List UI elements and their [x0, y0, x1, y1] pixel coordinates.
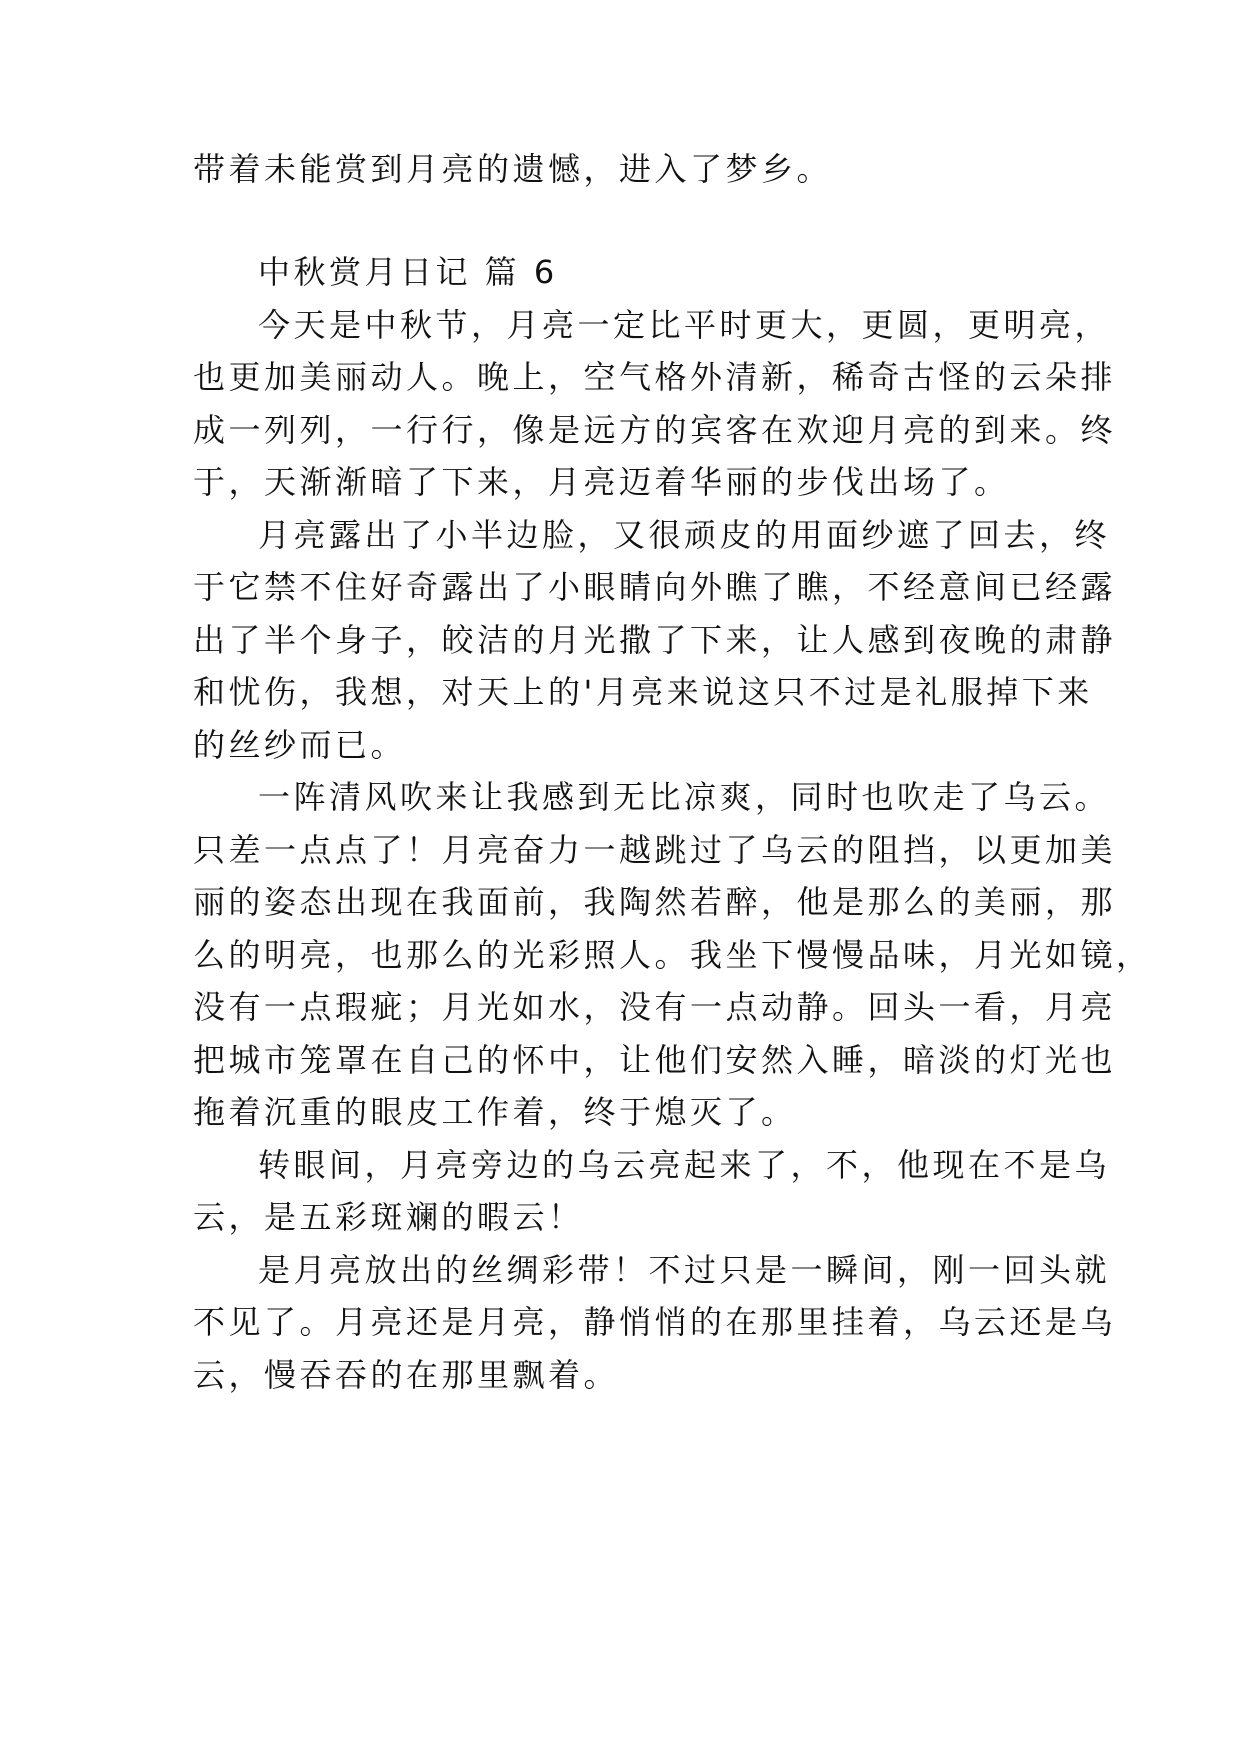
paragraph-5-line-3: 云，慢吞吞的在那里飘着。 — [193, 1356, 620, 1394]
paragraph-5-line-2: 不见了。月亮还是月亮，静悄悄的在那里挂着，乌云还是乌 — [193, 1303, 1117, 1341]
paragraph-3-line-4: 么的明亮，也那么的光彩照人。我坐下慢慢品味，月光如镜， — [193, 936, 1152, 974]
paragraph-3-line-1: 一阵清风吹来让我感到无比凉爽，同时也吹走了乌云。 — [258, 778, 1111, 816]
paragraph-5-line-1: 是月亮放出的丝绸彩带！不过只是一瞬间，刚一回头就 — [258, 1251, 1111, 1289]
paragraph-4-line-1: 转眼间，月亮旁边的乌云亮起来了，不，他现在不是乌 — [258, 1146, 1111, 1184]
section-heading: 中秋赏月日记 篇 6 — [258, 253, 558, 291]
paragraph-3-line-5: 没有一点瑕疵；月光如水，没有一点动静。回头一看，月亮 — [193, 988, 1117, 1026]
paragraph-2-line-1: 月亮露出了小半边脸，又很顽皮的用面纱遮了回去，终 — [258, 516, 1111, 554]
paragraph-1-line-1: 今天是中秋节，月亮一定比平时更大，更圆，更明亮， — [258, 306, 1111, 344]
continuation-line: 带着未能赏到月亮的遗憾，进入了梦乡。 — [193, 150, 833, 188]
paragraph-3-line-2: 只差一点点了！月亮奋力一越跳过了乌云的阻挡，以更加美 — [193, 831, 1117, 869]
paragraph-3-line-3: 丽的姿态出现在我面前，我陶然若醉，他是那么的美丽，那 — [193, 883, 1117, 921]
paragraph-3-line-7: 拖着沉重的眼皮工作着，终于熄灭了。 — [193, 1093, 797, 1131]
paragraph-2-line-4: 和忧伤，我想，对天上的'月亮来说这只不过是礼服掉下来 — [193, 673, 1093, 711]
paragraph-2-line-5: 的丝纱而已。 — [193, 726, 407, 764]
paragraph-2-line-3: 出了半个身子，皎洁的月光撒了下来，让人感到夜晚的肃静 — [193, 621, 1117, 659]
paragraph-3-line-6: 把城市笼罩在自己的怀中，让他们安然入睡，暗淡的灯光也 — [193, 1041, 1117, 1079]
paragraph-2-line-2: 于它禁不住好奇露出了小眼睛向外瞧了瞧，不经意间已经露 — [193, 568, 1117, 606]
paragraph-4-line-2: 云，是五彩斑斓的暇云！ — [193, 1198, 584, 1236]
paragraph-1-line-2: 也更加美丽动人。晚上，空气格外清新，稀奇古怪的云朵排 — [193, 358, 1117, 396]
paragraph-1-line-4: 于，天渐渐暗了下来，月亮迈着华丽的步伐出场了。 — [193, 463, 1010, 501]
paragraph-1-line-3: 成一列列，一行行，像是远方的宾客在欢迎月亮的到来。终 — [193, 411, 1117, 449]
